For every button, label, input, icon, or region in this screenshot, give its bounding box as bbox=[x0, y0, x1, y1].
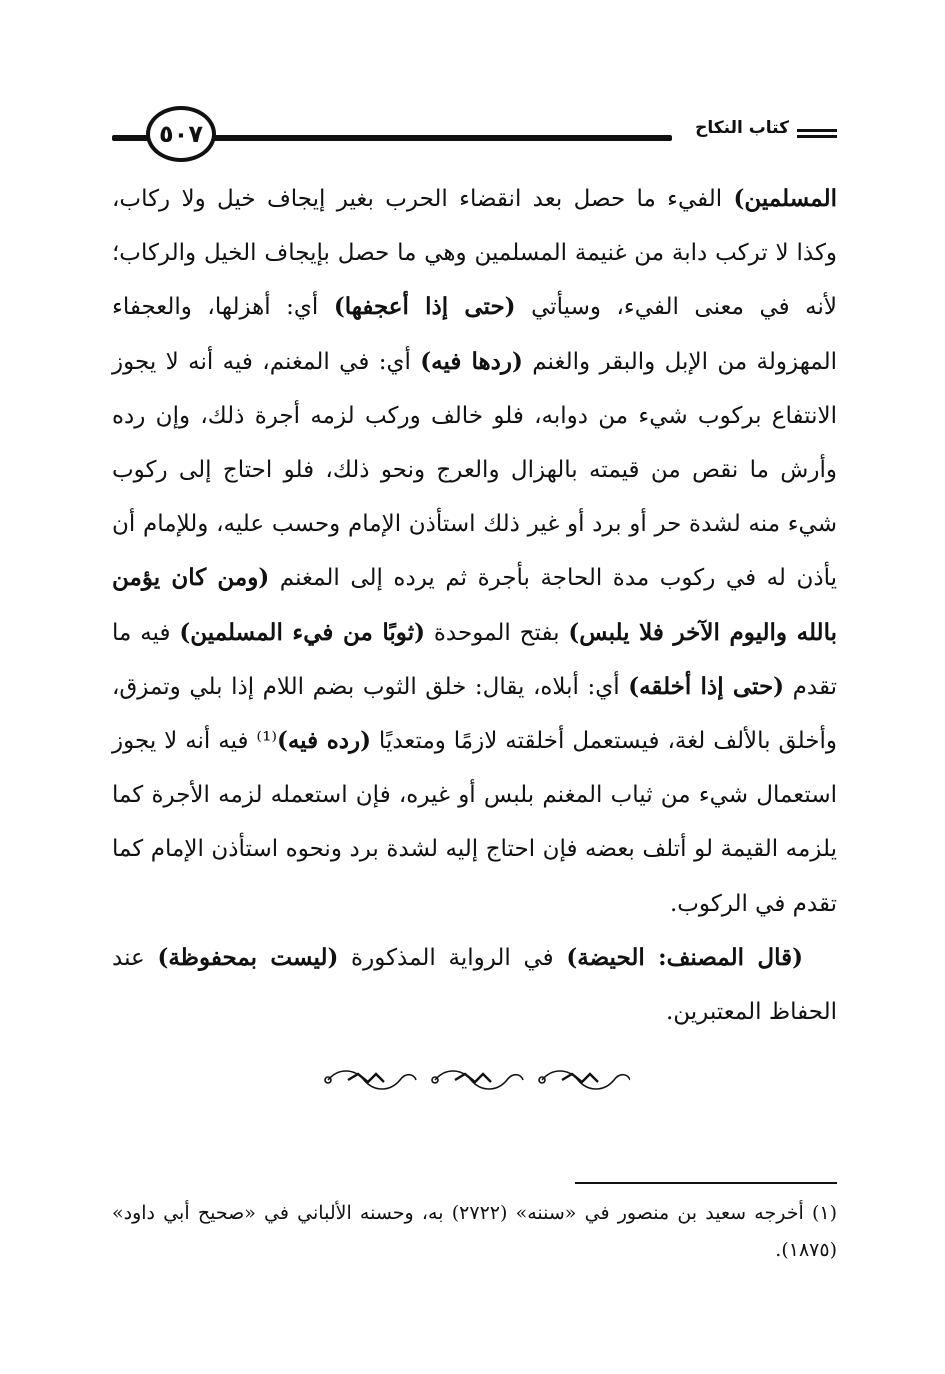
bold-quote: (ثوبًا من فيء المسلمين) bbox=[179, 618, 425, 646]
bold-quote: (قال المصنف: bbox=[644, 943, 803, 971]
header-rule bbox=[212, 135, 672, 141]
ornament-motif bbox=[325, 1071, 416, 1089]
bold-quote: المسلمين) bbox=[733, 185, 837, 212]
ornament-divider bbox=[318, 1062, 630, 1098]
bold-quote: (ومن كان يؤمن بالله واليوم الآخر فلا يلبس) bbox=[112, 564, 837, 646]
paragraph-1 bbox=[112, 172, 837, 931]
text-run: أي: أبلاه، يقال: خلق الثوب بضم اللام إذا بلي وتمزق، وأخلق بالألف لغة، فيستعمل أخلقته لازمًا ومتعديًا bbox=[112, 673, 837, 755]
page-header bbox=[112, 104, 837, 164]
text-run: في الرواية المذكورة bbox=[338, 944, 567, 971]
text-run: الفيء ما حصل بعد انقضاء الحرب بغير إيجاف خيل ولا ركاب، وكذا لا تركب دابة من غنيمة المسلمين وهي ما حصل بإيجاف الخيل والركاب؛ لأنه في معنى الفيء، وسيأتي bbox=[112, 186, 837, 321]
bold-quote: (ردها فيه) bbox=[420, 347, 523, 375]
main-text bbox=[112, 172, 837, 1039]
paragraph-2 bbox=[112, 931, 837, 1039]
footnotes bbox=[112, 1195, 837, 1269]
text-run: فيه أنه لا يجوز استعمال شيء من ثياب المغنم بلبس أو غيره، فإن استعمله لزمه الأجرة كما يلزمه القيمة لو أتلف بعضه فإن احتاج إليه لشدة برد ونحوه استأذن الإمام كما تقدم في الركوب. bbox=[112, 728, 837, 917]
page-number-badge bbox=[146, 106, 216, 162]
text-run: أي: في المغنم، فيه أنه لا يجوز الانتفاع بركوب شيء من دوابه، فلو خالف وركب لزمه أجرة ذلك، وإن رده وأرش ما نقص من قيمته بالهزال والعرج ونحو ذلك، فلو احتاج إلى ركوب شيء منه لشدة حر أو برد أو غير ذلك استأذن الإمام وحسب عليه، وللإمام أن يأذن له في ركوب مدة الحاجة بأجرة ثم يرده إلى المغنم bbox=[112, 348, 837, 592]
text-run: عند الحفاظ المعتبرين. bbox=[112, 944, 837, 1026]
bold-quote: (حتى إذا أعجفها) bbox=[333, 293, 516, 321]
footnote-1: (١) أخرجه سعيد بن منصور في «سننه» (٢٧٢٢) به، وحسنه الألباني في «صحيح أبي داود» (١٨٧٥). bbox=[112, 1202, 837, 1261]
bold-quote: (رده فيه) bbox=[276, 727, 372, 755]
bold-quote: (حتى إذا أخلقه) bbox=[628, 672, 785, 700]
page-number: ٥٠٧ bbox=[159, 120, 203, 148]
text-run: أي: أهزلها، والعجفاء المهزولة من الإبل والبقر والغنم bbox=[112, 294, 837, 375]
header-rule-accent bbox=[797, 129, 837, 132]
bold-quote: الحيضة) bbox=[566, 943, 645, 971]
footnote-rule bbox=[575, 1182, 837, 1184]
text-run: فيه ما تقدم bbox=[112, 619, 837, 700]
bold-quote: (ليست بمحفوظة) bbox=[157, 943, 339, 971]
text-run: ⁽¹⁾ bbox=[256, 728, 277, 755]
text-run: بفتح الموحدة bbox=[424, 619, 569, 646]
header-rule-accent-2 bbox=[797, 135, 837, 138]
running-title: كتاب النكاح bbox=[695, 118, 789, 138]
